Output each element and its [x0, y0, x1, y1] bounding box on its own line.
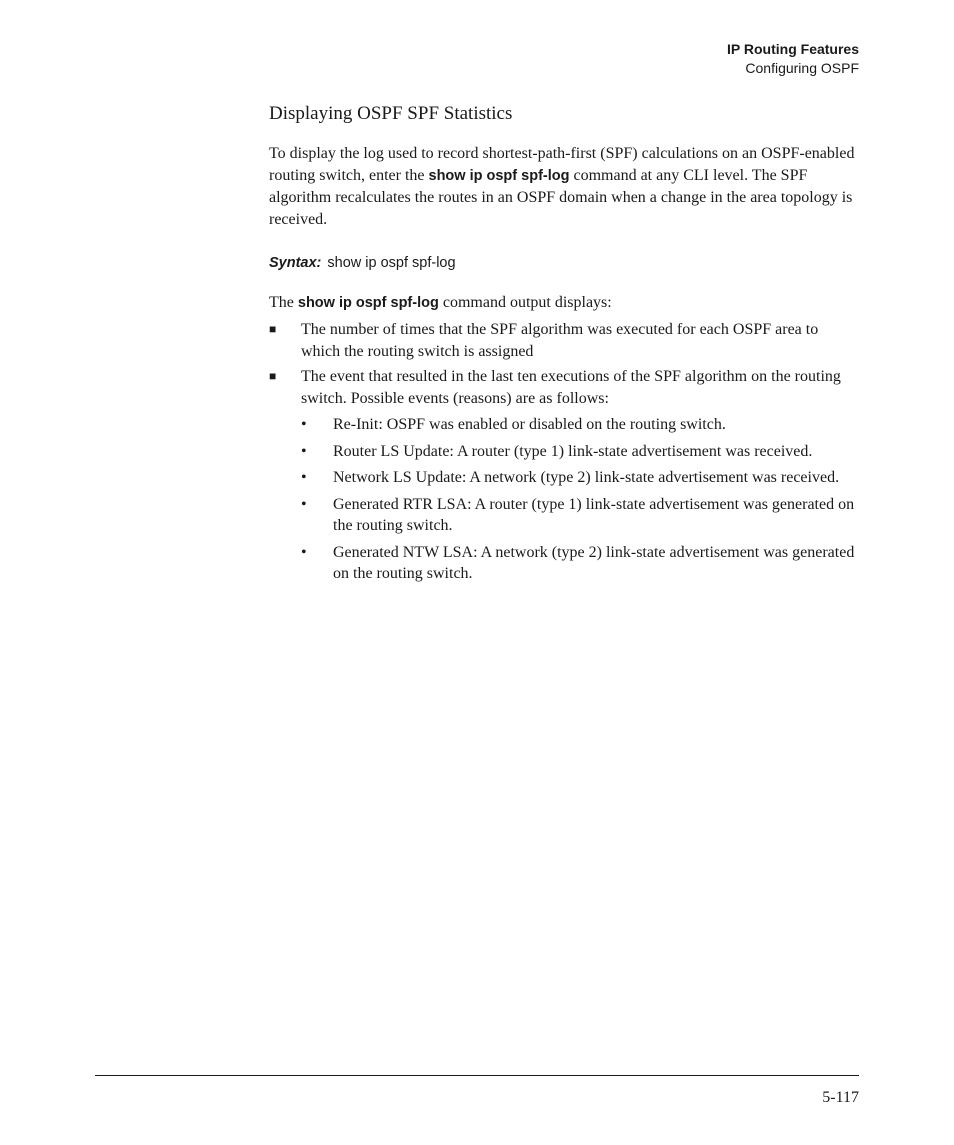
section-subtitle: Configuring OSPF — [745, 60, 859, 76]
syntax-label: Syntax: — [269, 255, 322, 271]
dot-bullet-icon: • — [301, 442, 307, 460]
list-item — [301, 467, 859, 489]
syntax-line — [269, 253, 859, 275]
list-item-text: Re-Init: OSPF was enabled or disabled on the routing switch. — [333, 416, 726, 433]
syntax-command: show ip ospf spf-log — [327, 255, 456, 271]
page-content — [269, 102, 859, 590]
list-item — [269, 319, 859, 362]
list-item-text: Network LS Update: A network (type 2) link-state advertisement was received. — [333, 469, 840, 486]
dot-bullet-icon: • — [301, 469, 307, 486]
square-bullet-icon: ■ — [269, 322, 277, 336]
list-item-text: The event that resulted in the last ten executions of the SPF algorithm on the routing switch. Possible events (reasons) are as follows: — [301, 368, 841, 407]
list-item — [269, 366, 859, 585]
list-item-text: Generated NTW LSA: A network (type 2) link-state advertisement was generated on the routing switch. — [333, 543, 855, 582]
dot-bullet-icon: • — [301, 543, 307, 561]
output-intro-before: The — [269, 293, 298, 311]
list-item — [301, 542, 859, 585]
square-bullet-icon: ■ — [269, 369, 277, 383]
section-heading: Displaying OSPF SPF Statistics — [269, 103, 513, 124]
list-item — [301, 414, 859, 436]
dot-bullet-icon: • — [301, 416, 307, 433]
chapter-title: IP Routing Features — [727, 41, 859, 57]
footer-divider — [95, 1075, 859, 1076]
list-item-text: Generated RTR LSA: A router (type 1) link-state advertisement was generated on the routing switch. — [333, 495, 855, 534]
output-list — [269, 319, 859, 585]
running-header — [727, 40, 859, 78]
output-intro-after: command output displays: — [438, 293, 612, 311]
list-item-text: The number of times that the SPF algorithm was executed for each OSPF area to which the routing switch is assigned — [301, 321, 819, 360]
page-number: 5-117 — [822, 1089, 859, 1106]
list-item — [301, 441, 859, 463]
output-intro — [269, 292, 859, 315]
intro-command: show ip ospf spf-log — [428, 167, 570, 184]
events-list — [301, 414, 859, 585]
list-item — [301, 494, 859, 537]
intro-paragraph — [269, 143, 859, 230]
output-intro-command: show ip ospf spf-log — [297, 294, 439, 311]
intro-text-before: To display the log used to record shortest-path-first (SPF) calculations on an OSPF-enabled routing switch, enter the — [269, 145, 855, 184]
dot-bullet-icon: • — [301, 495, 307, 513]
intro-text-after: command at any CLI level. The SPF algorithm recalculates the routes in an OSPF domain when a change in the area topology is received. — [269, 166, 853, 228]
list-item-text: Router LS Update: A router (type 1) link-state advertisement was received. — [333, 442, 813, 460]
